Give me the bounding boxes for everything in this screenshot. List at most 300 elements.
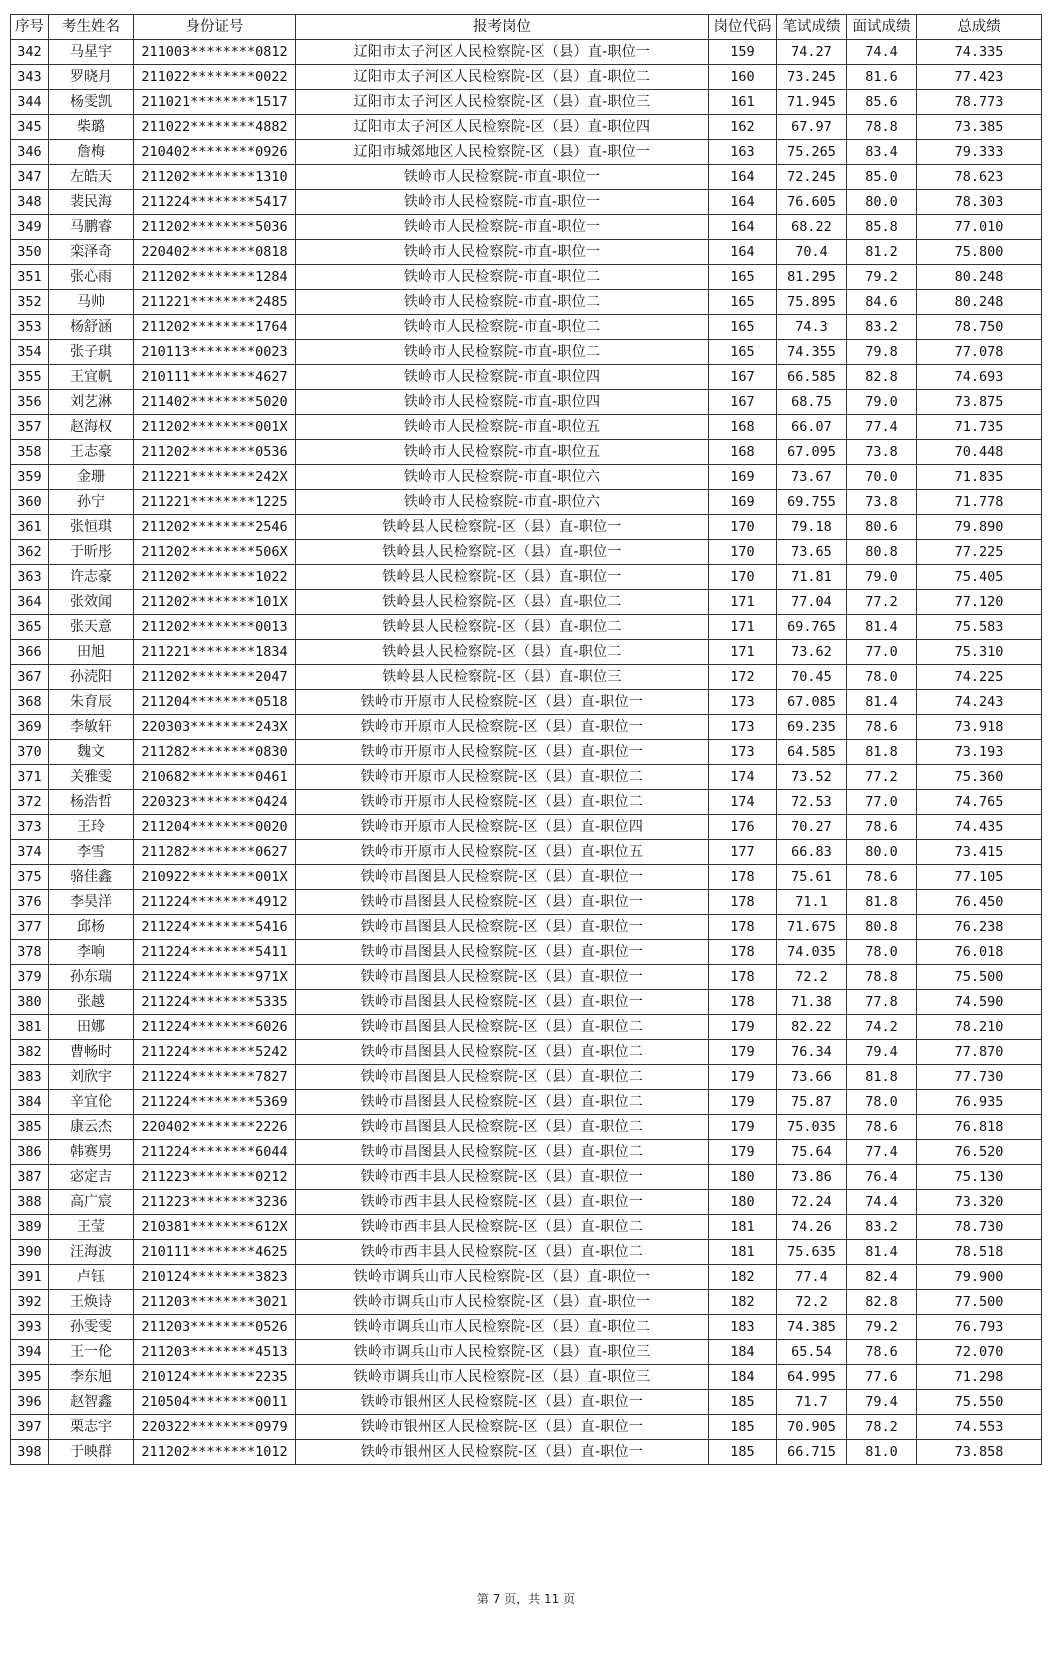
table-row bbox=[11, 165, 1042, 190]
cell-interview: 83.2 bbox=[847, 315, 917, 340]
cell-interview: 82.4 bbox=[847, 1265, 917, 1290]
cell-code: 183 bbox=[709, 1315, 777, 1340]
cell-id: 211202********1022 bbox=[134, 565, 296, 590]
cell-interview: 81.6 bbox=[847, 65, 917, 90]
cell-written: 75.87 bbox=[777, 1090, 847, 1115]
cell-written: 72.53 bbox=[777, 790, 847, 815]
cell-name: 李东旭 bbox=[49, 1365, 134, 1390]
cell-post: 铁岭市人民检察院-市直-职位二 bbox=[296, 265, 709, 290]
cell-code: 179 bbox=[709, 1040, 777, 1065]
cell-interview: 76.4 bbox=[847, 1165, 917, 1190]
cell-written: 69.765 bbox=[777, 615, 847, 640]
cell-id: 210682********0461 bbox=[134, 765, 296, 790]
cell-total: 76.018 bbox=[917, 940, 1042, 965]
cell-seq: 378 bbox=[11, 940, 49, 965]
table-row bbox=[11, 1440, 1042, 1465]
cell-name: 韩赛男 bbox=[49, 1140, 134, 1165]
cell-post: 铁岭市昌图县人民检察院-区（县）直-职位二 bbox=[296, 1140, 709, 1165]
cell-post: 辽阳市太子河区人民检察院-区（县）直-职位二 bbox=[296, 65, 709, 90]
cell-post: 铁岭市调兵山市人民检察院-区（县）直-职位一 bbox=[296, 1265, 709, 1290]
cell-seq: 392 bbox=[11, 1290, 49, 1315]
cell-post: 辽阳市太子河区人民检察院-区（县）直-职位三 bbox=[296, 90, 709, 115]
cell-id: 210922********001X bbox=[134, 865, 296, 890]
cell-post: 辽阳市城郊地区人民检察院-区（县）直-职位一 bbox=[296, 140, 709, 165]
cell-total: 75.500 bbox=[917, 965, 1042, 990]
cell-name: 罗晓月 bbox=[49, 65, 134, 90]
cell-interview: 78.6 bbox=[847, 715, 917, 740]
cell-name: 孙雯雯 bbox=[49, 1315, 134, 1340]
score-table bbox=[10, 14, 1042, 1465]
cell-code: 178 bbox=[709, 915, 777, 940]
cell-interview: 73.8 bbox=[847, 440, 917, 465]
cell-seq: 369 bbox=[11, 715, 49, 740]
cell-code: 168 bbox=[709, 415, 777, 440]
cell-interview: 74.4 bbox=[847, 40, 917, 65]
cell-post: 铁岭市昌图县人民检察院-区（县）直-职位二 bbox=[296, 1015, 709, 1040]
cell-interview: 81.8 bbox=[847, 1065, 917, 1090]
cell-interview: 79.4 bbox=[847, 1390, 917, 1415]
table-row bbox=[11, 465, 1042, 490]
cell-post: 铁岭县人民检察院-区（县）直-职位二 bbox=[296, 640, 709, 665]
cell-code: 185 bbox=[709, 1390, 777, 1415]
cell-post: 铁岭市银州区人民检察院-区（县）直-职位一 bbox=[296, 1390, 709, 1415]
cell-code: 173 bbox=[709, 690, 777, 715]
cell-id: 211224********6044 bbox=[134, 1140, 296, 1165]
cell-total: 78.518 bbox=[917, 1240, 1042, 1265]
cell-id: 211221********2485 bbox=[134, 290, 296, 315]
col-header-written: 笔试成绩 bbox=[777, 15, 847, 40]
cell-written: 65.54 bbox=[777, 1340, 847, 1365]
cell-written: 67.095 bbox=[777, 440, 847, 465]
cell-post: 铁岭市调兵山市人民检察院-区（县）直-职位三 bbox=[296, 1365, 709, 1390]
cell-seq: 397 bbox=[11, 1415, 49, 1440]
cell-id: 220402********2226 bbox=[134, 1115, 296, 1140]
cell-code: 180 bbox=[709, 1190, 777, 1215]
cell-post: 铁岭市昌图县人民检察院-区（县）直-职位二 bbox=[296, 1115, 709, 1140]
cell-seq: 386 bbox=[11, 1140, 49, 1165]
cell-interview: 81.4 bbox=[847, 615, 917, 640]
cell-post: 铁岭市人民检察院-市直-职位一 bbox=[296, 240, 709, 265]
cell-post: 铁岭市昌图县人民检察院-区（县）直-职位一 bbox=[296, 915, 709, 940]
cell-code: 165 bbox=[709, 315, 777, 340]
cell-total: 75.583 bbox=[917, 615, 1042, 640]
cell-name: 马星宇 bbox=[49, 40, 134, 65]
cell-id: 211224********7827 bbox=[134, 1065, 296, 1090]
cell-written: 74.385 bbox=[777, 1315, 847, 1340]
cell-written: 74.355 bbox=[777, 340, 847, 365]
cell-interview: 78.6 bbox=[847, 1340, 917, 1365]
cell-code: 162 bbox=[709, 115, 777, 140]
table-row bbox=[11, 1240, 1042, 1265]
cell-code: 182 bbox=[709, 1290, 777, 1315]
cell-interview: 81.8 bbox=[847, 890, 917, 915]
cell-interview: 78.0 bbox=[847, 665, 917, 690]
table-row bbox=[11, 415, 1042, 440]
table-row bbox=[11, 315, 1042, 340]
cell-total: 79.333 bbox=[917, 140, 1042, 165]
cell-name: 李雪 bbox=[49, 840, 134, 865]
cell-id: 211203********0526 bbox=[134, 1315, 296, 1340]
cell-post: 铁岭市人民检察院-市直-职位一 bbox=[296, 215, 709, 240]
cell-total: 76.238 bbox=[917, 915, 1042, 940]
cell-code: 179 bbox=[709, 1140, 777, 1165]
cell-total: 77.010 bbox=[917, 215, 1042, 240]
cell-interview: 77.4 bbox=[847, 1140, 917, 1165]
cell-seq: 380 bbox=[11, 990, 49, 1015]
cell-written: 67.085 bbox=[777, 690, 847, 715]
table-row bbox=[11, 240, 1042, 265]
cell-name: 魏文 bbox=[49, 740, 134, 765]
cell-written: 70.4 bbox=[777, 240, 847, 265]
cell-seq: 382 bbox=[11, 1040, 49, 1065]
cell-written: 71.1 bbox=[777, 890, 847, 915]
cell-total: 78.623 bbox=[917, 165, 1042, 190]
cell-name: 骆佳鑫 bbox=[49, 865, 134, 890]
cell-total: 73.385 bbox=[917, 115, 1042, 140]
cell-id: 211202********5036 bbox=[134, 215, 296, 240]
cell-seq: 362 bbox=[11, 540, 49, 565]
table-row bbox=[11, 715, 1042, 740]
cell-code: 171 bbox=[709, 615, 777, 640]
cell-code: 164 bbox=[709, 190, 777, 215]
cell-interview: 80.8 bbox=[847, 540, 917, 565]
cell-name: 刘欣宇 bbox=[49, 1065, 134, 1090]
cell-written: 71.7 bbox=[777, 1390, 847, 1415]
cell-name: 田旭 bbox=[49, 640, 134, 665]
cell-id: 211224********5417 bbox=[134, 190, 296, 215]
table-row bbox=[11, 1265, 1042, 1290]
cell-total: 79.890 bbox=[917, 515, 1042, 540]
col-header-interview: 面试成绩 bbox=[847, 15, 917, 40]
cell-post: 铁岭市人民检察院-市直-职位五 bbox=[296, 415, 709, 440]
cell-name: 李昊洋 bbox=[49, 890, 134, 915]
cell-total: 77.120 bbox=[917, 590, 1042, 615]
cell-code: 164 bbox=[709, 165, 777, 190]
cell-code: 179 bbox=[709, 1015, 777, 1040]
cell-code: 174 bbox=[709, 765, 777, 790]
table-row bbox=[11, 665, 1042, 690]
cell-code: 174 bbox=[709, 790, 777, 815]
table-row bbox=[11, 915, 1042, 940]
cell-written: 73.65 bbox=[777, 540, 847, 565]
table-row bbox=[11, 290, 1042, 315]
cell-name: 朱育辰 bbox=[49, 690, 134, 715]
cell-post: 铁岭市人民检察院-市直-职位四 bbox=[296, 390, 709, 415]
cell-name: 汪海波 bbox=[49, 1240, 134, 1265]
cell-written: 71.38 bbox=[777, 990, 847, 1015]
cell-name: 王焕诗 bbox=[49, 1290, 134, 1315]
cell-written: 69.755 bbox=[777, 490, 847, 515]
cell-code: 169 bbox=[709, 490, 777, 515]
cell-interview: 77.2 bbox=[847, 765, 917, 790]
cell-interview: 73.8 bbox=[847, 490, 917, 515]
cell-written: 73.86 bbox=[777, 1165, 847, 1190]
cell-post: 铁岭市开原市人民检察院-区（县）直-职位一 bbox=[296, 740, 709, 765]
cell-written: 74.27 bbox=[777, 40, 847, 65]
table-row bbox=[11, 265, 1042, 290]
table-row bbox=[11, 940, 1042, 965]
cell-total: 71.298 bbox=[917, 1365, 1042, 1390]
cell-name: 马鹏睿 bbox=[49, 215, 134, 240]
cell-total: 74.335 bbox=[917, 40, 1042, 65]
cell-name: 邱杨 bbox=[49, 915, 134, 940]
cell-code: 170 bbox=[709, 515, 777, 540]
table-row bbox=[11, 765, 1042, 790]
cell-written: 73.245 bbox=[777, 65, 847, 90]
cell-name: 孙宁 bbox=[49, 490, 134, 515]
cell-interview: 74.4 bbox=[847, 1190, 917, 1215]
cell-id: 211202********001X bbox=[134, 415, 296, 440]
cell-written: 67.97 bbox=[777, 115, 847, 140]
cell-seq: 352 bbox=[11, 290, 49, 315]
cell-interview: 81.4 bbox=[847, 690, 917, 715]
cell-written: 72.2 bbox=[777, 1290, 847, 1315]
cell-seq: 387 bbox=[11, 1165, 49, 1190]
cell-code: 159 bbox=[709, 40, 777, 65]
cell-seq: 366 bbox=[11, 640, 49, 665]
cell-post: 铁岭市开原市人民检察院-区（县）直-职位四 bbox=[296, 815, 709, 840]
table-row bbox=[11, 1015, 1042, 1040]
cell-written: 70.905 bbox=[777, 1415, 847, 1440]
cell-total: 77.730 bbox=[917, 1065, 1042, 1090]
cell-seq: 355 bbox=[11, 365, 49, 390]
cell-seq: 350 bbox=[11, 240, 49, 265]
table-row bbox=[11, 1090, 1042, 1115]
cell-written: 72.2 bbox=[777, 965, 847, 990]
cell-post: 铁岭市开原市人民检察院-区（县）直-职位五 bbox=[296, 840, 709, 865]
cell-total: 75.550 bbox=[917, 1390, 1042, 1415]
cell-written: 68.22 bbox=[777, 215, 847, 240]
cell-total: 80.248 bbox=[917, 290, 1042, 315]
cell-total: 73.415 bbox=[917, 840, 1042, 865]
cell-code: 164 bbox=[709, 240, 777, 265]
cell-interview: 79.0 bbox=[847, 565, 917, 590]
cell-code: 171 bbox=[709, 590, 777, 615]
cell-code: 184 bbox=[709, 1365, 777, 1390]
table-row bbox=[11, 1290, 1042, 1315]
cell-post: 铁岭县人民检察院-区（县）直-职位一 bbox=[296, 540, 709, 565]
cell-interview: 80.0 bbox=[847, 840, 917, 865]
cell-written: 75.035 bbox=[777, 1115, 847, 1140]
cell-name: 曹畅时 bbox=[49, 1040, 134, 1065]
cell-post: 辽阳市太子河区人民检察院-区（县）直-职位四 bbox=[296, 115, 709, 140]
cell-seq: 363 bbox=[11, 565, 49, 590]
cell-id: 211202********1012 bbox=[134, 1440, 296, 1465]
cell-total: 73.193 bbox=[917, 740, 1042, 765]
cell-seq: 389 bbox=[11, 1215, 49, 1240]
cell-written: 64.995 bbox=[777, 1365, 847, 1390]
cell-written: 82.22 bbox=[777, 1015, 847, 1040]
cell-total: 77.225 bbox=[917, 540, 1042, 565]
cell-name: 王一伦 bbox=[49, 1340, 134, 1365]
cell-seq: 396 bbox=[11, 1390, 49, 1415]
cell-id: 211202********1310 bbox=[134, 165, 296, 190]
cell-seq: 393 bbox=[11, 1315, 49, 1340]
cell-code: 181 bbox=[709, 1215, 777, 1240]
cell-name: 高广宸 bbox=[49, 1190, 134, 1215]
cell-name: 宓定吉 bbox=[49, 1165, 134, 1190]
cell-name: 王玲 bbox=[49, 815, 134, 840]
cell-id: 211224********5416 bbox=[134, 915, 296, 940]
cell-id: 211202********2546 bbox=[134, 515, 296, 540]
cell-interview: 74.2 bbox=[847, 1015, 917, 1040]
table-row bbox=[11, 865, 1042, 890]
cell-id: 211021********1517 bbox=[134, 90, 296, 115]
cell-post: 铁岭市人民检察院-市直-职位一 bbox=[296, 190, 709, 215]
cell-interview: 81.0 bbox=[847, 1440, 917, 1465]
cell-id: 210402********0926 bbox=[134, 140, 296, 165]
table-row bbox=[11, 840, 1042, 865]
cell-written: 75.265 bbox=[777, 140, 847, 165]
cell-interview: 78.2 bbox=[847, 1415, 917, 1440]
cell-post: 铁岭市开原市人民检察院-区（县）直-职位一 bbox=[296, 715, 709, 740]
cell-post: 铁岭市昌图县人民检察院-区（县）直-职位一 bbox=[296, 865, 709, 890]
cell-id: 210504********0011 bbox=[134, 1390, 296, 1415]
cell-total: 71.778 bbox=[917, 490, 1042, 515]
cell-interview: 79.2 bbox=[847, 1315, 917, 1340]
cell-seq: 345 bbox=[11, 115, 49, 140]
cell-written: 72.24 bbox=[777, 1190, 847, 1215]
cell-name: 左皓天 bbox=[49, 165, 134, 190]
cell-total: 74.225 bbox=[917, 665, 1042, 690]
cell-post: 铁岭市开原市人民检察院-区（县）直-职位二 bbox=[296, 790, 709, 815]
cell-id: 210124********3823 bbox=[134, 1265, 296, 1290]
cell-post: 铁岭市西丰县人民检察院-区（县）直-职位二 bbox=[296, 1215, 709, 1240]
cell-total: 75.405 bbox=[917, 565, 1042, 590]
cell-total: 78.750 bbox=[917, 315, 1042, 340]
cell-code: 180 bbox=[709, 1165, 777, 1190]
cell-total: 79.900 bbox=[917, 1265, 1042, 1290]
cell-id: 220322********0979 bbox=[134, 1415, 296, 1440]
col-header-id: 身份证号 bbox=[134, 15, 296, 40]
cell-written: 69.235 bbox=[777, 715, 847, 740]
cell-id: 210111********4627 bbox=[134, 365, 296, 390]
cell-name: 关雅雯 bbox=[49, 765, 134, 790]
cell-code: 167 bbox=[709, 390, 777, 415]
cell-name: 金珊 bbox=[49, 465, 134, 490]
col-header-name: 考生姓名 bbox=[49, 15, 134, 40]
cell-post: 铁岭市开原市人民检察院-区（县）直-职位二 bbox=[296, 765, 709, 790]
table-body bbox=[11, 40, 1042, 1465]
table-row bbox=[11, 1340, 1042, 1365]
cell-name: 李敏轩 bbox=[49, 715, 134, 740]
cell-seq: 344 bbox=[11, 90, 49, 115]
cell-total: 78.210 bbox=[917, 1015, 1042, 1040]
cell-post: 铁岭市人民检察院-市直-职位六 bbox=[296, 490, 709, 515]
cell-total: 74.553 bbox=[917, 1415, 1042, 1440]
cell-total: 73.858 bbox=[917, 1440, 1042, 1465]
table-row bbox=[11, 1115, 1042, 1140]
cell-written: 75.61 bbox=[777, 865, 847, 890]
cell-written: 66.715 bbox=[777, 1440, 847, 1465]
table-row bbox=[11, 340, 1042, 365]
cell-code: 170 bbox=[709, 540, 777, 565]
cell-name: 张子琪 bbox=[49, 340, 134, 365]
cell-id: 211282********0830 bbox=[134, 740, 296, 765]
cell-name: 于映群 bbox=[49, 1440, 134, 1465]
cell-seq: 359 bbox=[11, 465, 49, 490]
cell-total: 78.730 bbox=[917, 1215, 1042, 1240]
cell-name: 张效闻 bbox=[49, 590, 134, 615]
cell-written: 72.245 bbox=[777, 165, 847, 190]
cell-interview: 84.6 bbox=[847, 290, 917, 315]
cell-code: 179 bbox=[709, 1115, 777, 1140]
cell-seq: 342 bbox=[11, 40, 49, 65]
cell-interview: 83.4 bbox=[847, 140, 917, 165]
cell-interview: 78.0 bbox=[847, 940, 917, 965]
table-row bbox=[11, 1215, 1042, 1240]
cell-code: 178 bbox=[709, 940, 777, 965]
cell-total: 73.320 bbox=[917, 1190, 1042, 1215]
table-row bbox=[11, 640, 1042, 665]
cell-interview: 79.0 bbox=[847, 390, 917, 415]
cell-total: 71.835 bbox=[917, 465, 1042, 490]
cell-total: 75.310 bbox=[917, 640, 1042, 665]
cell-seq: 398 bbox=[11, 1440, 49, 1465]
cell-interview: 85.8 bbox=[847, 215, 917, 240]
cell-name: 柴璐 bbox=[49, 115, 134, 140]
cell-id: 211224********4912 bbox=[134, 890, 296, 915]
cell-code: 184 bbox=[709, 1340, 777, 1365]
cell-post: 铁岭市人民检察院-市直-职位五 bbox=[296, 440, 709, 465]
cell-interview: 80.0 bbox=[847, 190, 917, 215]
cell-written: 68.75 bbox=[777, 390, 847, 415]
cell-seq: 391 bbox=[11, 1265, 49, 1290]
table-row bbox=[11, 40, 1042, 65]
cell-name: 李响 bbox=[49, 940, 134, 965]
cell-id: 211224********971X bbox=[134, 965, 296, 990]
cell-interview: 78.6 bbox=[847, 1115, 917, 1140]
cell-seq: 361 bbox=[11, 515, 49, 540]
table-row bbox=[11, 190, 1042, 215]
cell-name: 栾泽奇 bbox=[49, 240, 134, 265]
cell-name: 赵海权 bbox=[49, 415, 134, 440]
cell-code: 185 bbox=[709, 1440, 777, 1465]
cell-post: 铁岭市西丰县人民检察院-区（县）直-职位二 bbox=[296, 1240, 709, 1265]
cell-seq: 348 bbox=[11, 190, 49, 215]
cell-total: 77.078 bbox=[917, 340, 1042, 365]
cell-interview: 82.8 bbox=[847, 365, 917, 390]
cell-interview: 80.8 bbox=[847, 915, 917, 940]
cell-code: 169 bbox=[709, 465, 777, 490]
cell-written: 71.81 bbox=[777, 565, 847, 590]
cell-seq: 346 bbox=[11, 140, 49, 165]
cell-total: 80.248 bbox=[917, 265, 1042, 290]
cell-id: 211202********0013 bbox=[134, 615, 296, 640]
cell-written: 77.4 bbox=[777, 1265, 847, 1290]
table-row bbox=[11, 740, 1042, 765]
cell-total: 74.693 bbox=[917, 365, 1042, 390]
cell-post: 铁岭市人民检察院-市直-职位一 bbox=[296, 165, 709, 190]
cell-seq: 368 bbox=[11, 690, 49, 715]
cell-name: 王宜帆 bbox=[49, 365, 134, 390]
cell-name: 张心雨 bbox=[49, 265, 134, 290]
cell-interview: 78.8 bbox=[847, 965, 917, 990]
cell-interview: 78.0 bbox=[847, 1090, 917, 1115]
cell-code: 171 bbox=[709, 640, 777, 665]
col-header-post: 报考岗位 bbox=[296, 15, 709, 40]
cell-interview: 70.0 bbox=[847, 465, 917, 490]
cell-post: 铁岭市调兵山市人民检察院-区（县）直-职位三 bbox=[296, 1340, 709, 1365]
cell-code: 176 bbox=[709, 815, 777, 840]
cell-id: 211202********101X bbox=[134, 590, 296, 615]
cell-seq: 354 bbox=[11, 340, 49, 365]
cell-name: 裴民海 bbox=[49, 190, 134, 215]
cell-id: 211003********0812 bbox=[134, 40, 296, 65]
cell-id: 211204********0020 bbox=[134, 815, 296, 840]
cell-id: 211223********0212 bbox=[134, 1165, 296, 1190]
cell-seq: 388 bbox=[11, 1190, 49, 1215]
